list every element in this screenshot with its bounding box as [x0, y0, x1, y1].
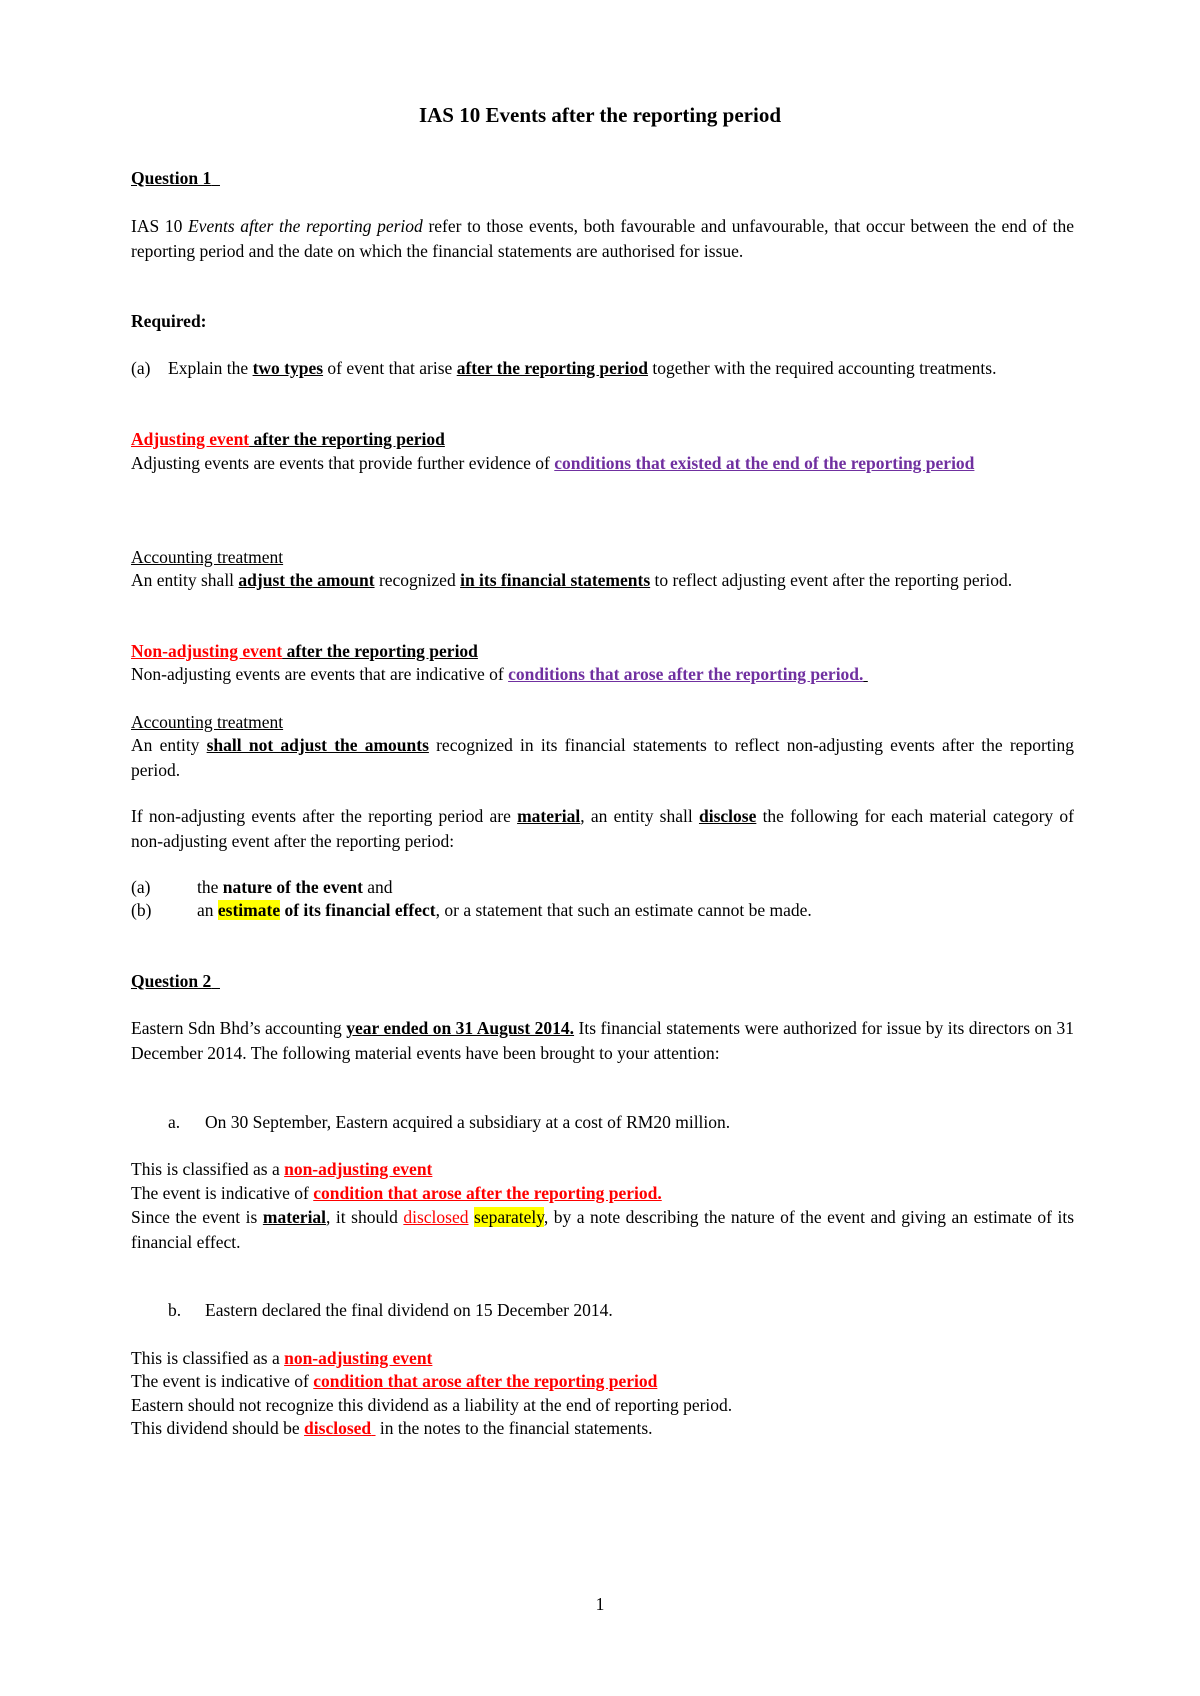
item-b-liability-note: Eastern should not recognize this dividend as a liability at the end of reporting period.	[131, 1395, 733, 1415]
document-title: IAS 10 Events after the reporting period	[418, 103, 782, 127]
item-a-disclosure: Since the event is material, it should disclosed separately, by a note describing the nature of the event and giving an estimate of its financial effect.	[131, 1207, 1075, 1252]
adjusting-treatment-text: An entity shall adjust the amount recognized in its financial statements to reflect adjusting event after the reporting period.	[131, 570, 1013, 590]
adjusting-treatment-heading: Accounting treatment	[131, 547, 284, 567]
document-page: IAS 10 Events after the reporting period Question 1 IAS 10 Events after the reporting period refer to those events, both favourable and unfavourable, that occur between the end of the reporting period and the date on which the financial statements are authorised for issue. Required: (a) Explain the two types of event that arise after the reporting period together with the required accounting treatments. Adjusting event after the reporting period Adjusting events are events that provide further evidence of conditions that existed at the end of the reporting period Accounting treatment An entity shall adjust the amount recognized in its financial statements to reflect adjusting event after the reporting period. Non-adjusting event after the reporting period Non-adjusting events are events that are indicative of conditions that arose after the reporting period. Accounting treatment An entity shall not adjust the amounts recognized in its financial statements to reflect non-adjusting events after the reporting period. If non-adjusting events after the reporting period are material, an entity shall disclose the following for each material category of non-adjusting event after the reporting period: (a) the nature of the event and (b) an estimate of its financial effect, or a statement that such an estimate cannot be made. Question 2 Eastern Sdn Bhd’s accounting year ended on 31 August 2014. Its financial statements were authorized for issue by its directors on 31 December 2014. The following material events have been brought to your attention: a. On 30 September, Eastern acquired a subsidiary at a cost of RM20 million. This is classified as a non-adjusting event The event is indicative of condition that arose after the reporting period. Since the event is material, it should disclosed separately, by a note describing the nature of the event and giving an estimate of its financial effect. b. Eastern declared the final dividend on 15 December 2014. This is classified as a non-adjusting event The event is indicative of condition that arose after the reporting period Eastern should not recognize this dividend as a liability at the end of reporting period. This dividend should be disclosed in the notes to the financial statements. 1	[0, 0, 1200, 1696]
non-adjusting-treatment-text: An entity shall not adjust the amounts recognized in its financial statements to reflect non-adjusting events after the reporting period.	[131, 735, 1074, 780]
question-2-item-a: a. On 30 September, Eastern acquired a subsidiary at a cost of RM20 million.	[168, 1112, 731, 1132]
non-adjusting-treatment-heading: Accounting treatment	[131, 712, 284, 732]
question-2-item-b: b. Eastern declared the final dividend on 15 December 2014.	[168, 1300, 613, 1320]
part-a-question: (a) Explain the two types of event that arise after the reporting period together with the required accounting treatments.	[131, 358, 997, 378]
non-adjusting-disclosure-text: If non-adjusting events after the reporting period are material, an entity shall disclose the following for each material category of non-adjusting event after the reporting period:	[131, 806, 1074, 851]
adjusting-event-heading: Adjusting event after the reporting period	[131, 429, 445, 449]
item-a-indication: The event is indicative of condition that arose after the reporting period.	[131, 1183, 662, 1203]
item-b-disclosure: This dividend should be disclosed in the notes to the financial statements.	[131, 1418, 653, 1438]
item-b-indication: The event is indicative of condition that arose after the reporting period	[131, 1371, 658, 1391]
question-1-intro: IAS 10 Events after the reporting period refer to those events, both favourable and unfavourable, that occur between the end of the reporting period and the date on which the financial statements are authorised for issue.	[131, 216, 1074, 261]
required-label: Required:	[131, 311, 207, 331]
page-number: 1	[595, 1594, 605, 1614]
question-2-intro: Eastern Sdn Bhd’s accounting year ended on 31 August 2014. Its financial statements were authorized for issue by its directors on 31 December 2014. The following material events have been brought to your attention:	[131, 1018, 1075, 1063]
adjusting-event-definition: Adjusting events are events that provide further evidence of conditions that existed at the end of the reporting period	[131, 453, 975, 473]
question-1-heading: Question 1	[131, 168, 212, 188]
non-adjusting-event-heading: Non-adjusting event after the reporting period	[131, 641, 478, 661]
question-2-heading: Question 2	[131, 971, 212, 991]
item-a-classification: This is classified as a non-adjusting event	[131, 1159, 433, 1179]
item-b-classification: This is classified as a non-adjusting event	[131, 1348, 433, 1368]
non-adjusting-event-definition: Non-adjusting events are events that are indicative of conditions that arose after the reporting period.	[131, 664, 864, 684]
